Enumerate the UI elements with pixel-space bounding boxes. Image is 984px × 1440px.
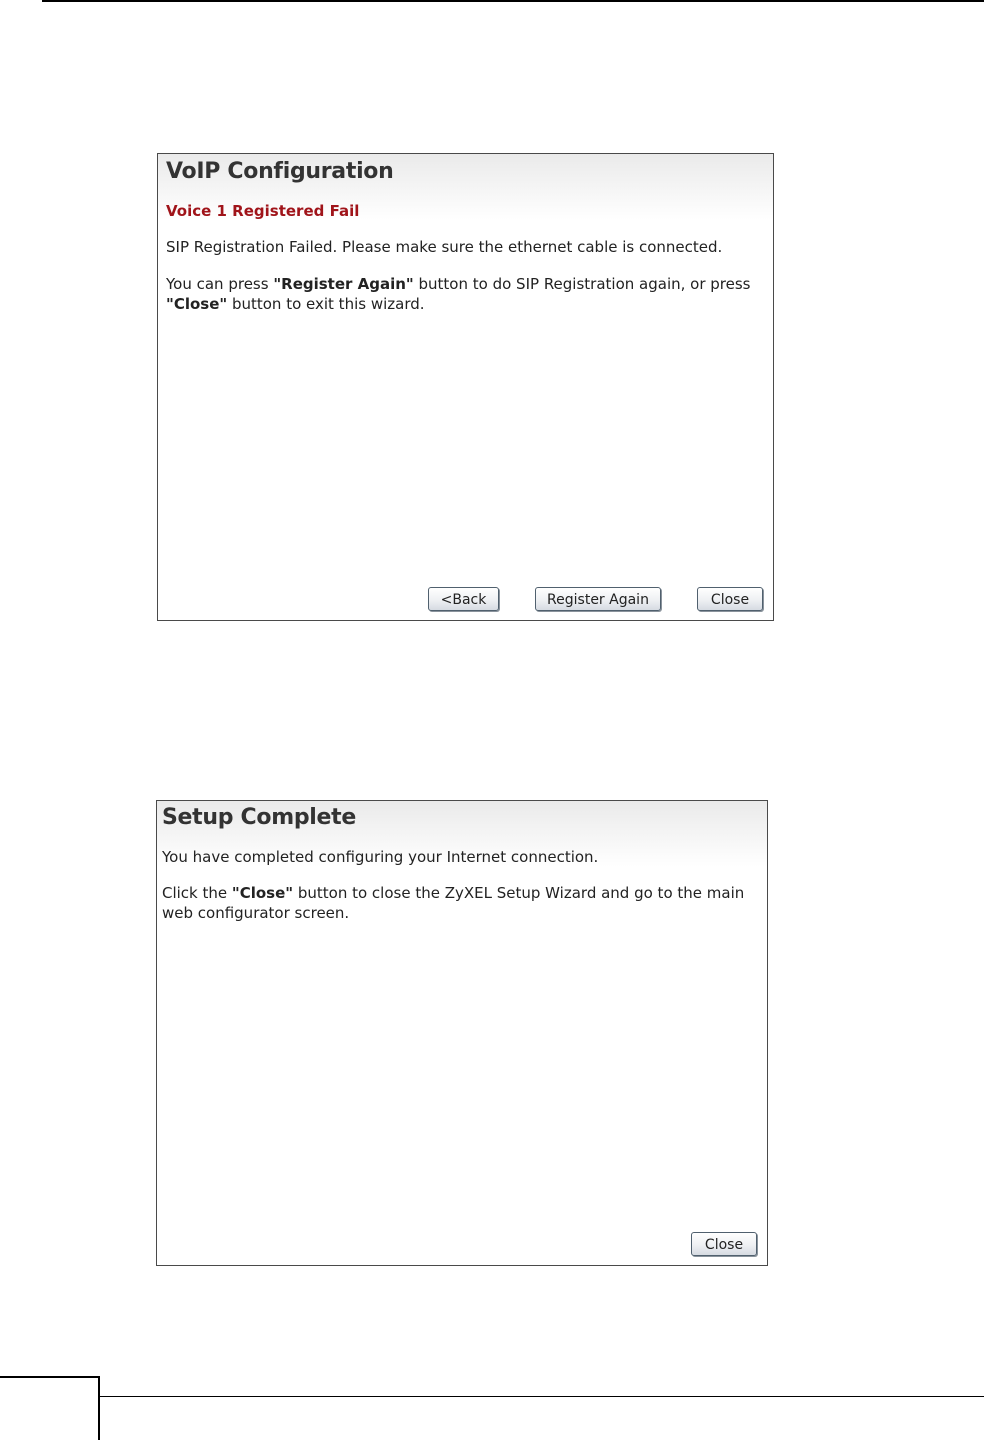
back-button[interactable]: <Back xyxy=(428,587,499,611)
instruction-text xyxy=(162,883,744,923)
voip-configuration-panel xyxy=(157,153,774,621)
page-title: VoIP Configuration xyxy=(166,159,394,184)
instruction-text xyxy=(166,274,750,314)
registration-status: Voice 1 Registered Fail xyxy=(166,202,360,220)
close-button[interactable]: Close xyxy=(697,587,763,611)
instruction-text-part: Click the xyxy=(162,884,232,902)
close-reference: "Close" xyxy=(231,884,294,902)
page-title: Setup Complete xyxy=(162,805,356,830)
page-top-rule xyxy=(42,0,984,2)
instruction-text-part: button to close the ZyXEL Setup Wizard and go to the main xyxy=(293,884,745,902)
close-button[interactable]: Close xyxy=(691,1232,757,1256)
close-reference: "Close" xyxy=(166,295,228,313)
instruction-text-part: web configurator screen. xyxy=(162,904,350,922)
instruction-text-part: button to exit this wizard. xyxy=(227,295,425,313)
register-again-reference: "Register Again" xyxy=(273,275,414,293)
instruction-text-part: You can press xyxy=(166,275,274,293)
setup-complete-panel xyxy=(156,800,768,1266)
page-bottom-rule xyxy=(100,1396,984,1397)
instruction-text-part: button to do SIP Registration again, or press xyxy=(413,275,751,293)
register-again-button[interactable]: Register Again xyxy=(535,587,661,611)
page-number-box xyxy=(0,1376,100,1440)
completion-message: You have completed configuring your Internet connection. xyxy=(162,848,599,866)
registration-failed-message: SIP Registration Failed. Please make sure the ethernet cable is connected. xyxy=(166,238,723,256)
